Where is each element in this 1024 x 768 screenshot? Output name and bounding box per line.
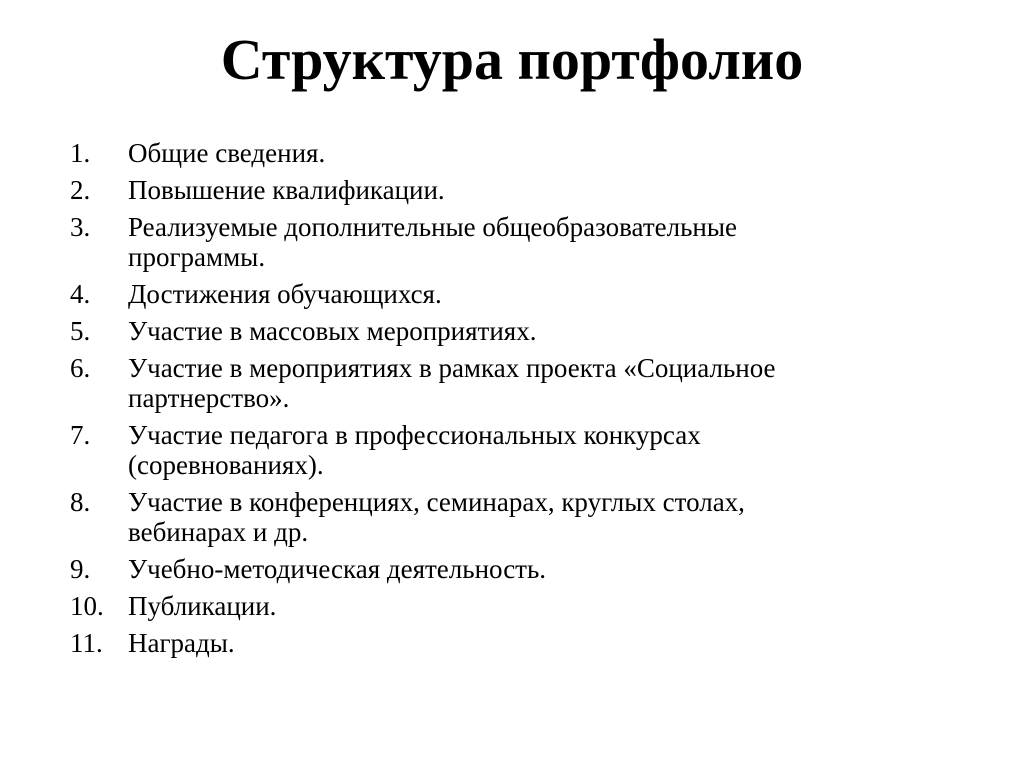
list-item [70,353,970,413]
list-item-text: Участие в мероприятиях в рамках проекта «Социальное партнерство». [128,353,776,413]
list-item [70,591,970,621]
list-item-text: Повышение квалификации. [128,175,445,205]
list-item-number: 7. [70,420,91,450]
list-item [70,175,970,205]
list-item-number: 4. [70,279,91,309]
slide-title: Структура портфолио [220,27,804,92]
list-item-text: Учебно-методическая деятельность. [128,554,547,584]
list-item-number: 10. [70,591,104,621]
list-item [70,487,970,547]
list-item-number: 1. [70,138,91,168]
list-item [70,628,970,658]
list-item-number: 8. [70,487,91,517]
list-item-text: Общие сведения. [128,138,326,168]
list-item-number: 5. [70,316,91,346]
list-item-text: Участие в конференциях, семинарах, круглых столах, вебинарах и др. [128,487,745,547]
list-item-text: Участие в массовых мероприятиях. [128,316,537,346]
list-item-number: 2. [70,175,91,205]
list-item-number: 6. [70,353,91,383]
list-item-text: Достижения обучающихся. [128,279,442,309]
list-item [70,212,970,272]
list-item-text: Публикации. [128,591,277,621]
list-item-text: Реализуемые дополнительные общеобразовательные программы. [128,212,737,272]
list-item-number: 11. [70,628,103,658]
list-item [70,554,970,584]
list-item [70,138,970,168]
list-item [70,279,970,309]
list-item [70,316,970,346]
list-item-text: Участие педагога в профессиональных конкурсах (соревнованиях). [128,420,701,480]
portfolio-structure-list [70,138,970,665]
list-item-text: Награды. [128,628,235,658]
list-item [70,420,970,480]
list-item-number: 9. [70,554,91,584]
list-item-number: 3. [70,212,91,242]
